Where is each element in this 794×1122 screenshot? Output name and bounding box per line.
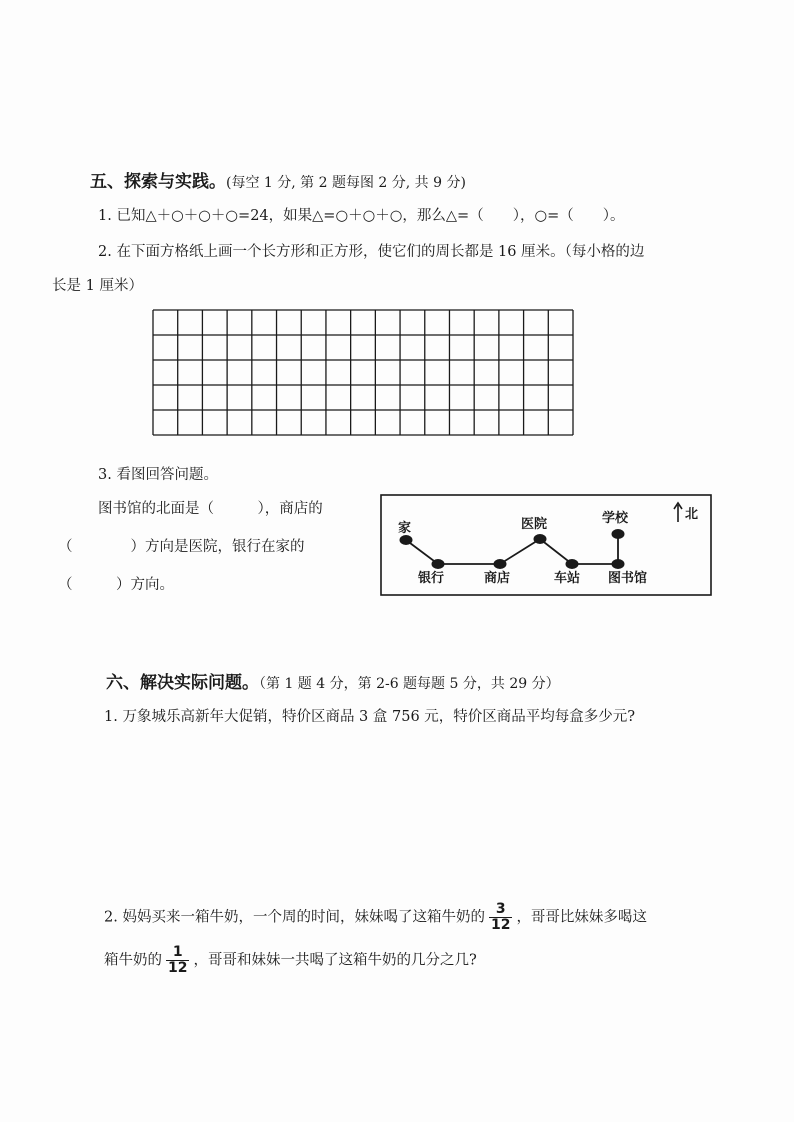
s6-question-1: 1. 万象城乐高新年大促销，特价区商品 3 盒 756 元，特价区商品平均每盒多少元? — [104, 709, 636, 725]
fraction-denominator: 12 — [168, 960, 188, 976]
map-dot-home — [400, 535, 413, 545]
s5-question-2-line2: 长是 1 厘米） — [52, 278, 143, 294]
s6-question-2-line2 — [104, 945, 477, 976]
fraction-3-12 — [489, 902, 512, 933]
s5-question-3-title: 3. 看图回答问题。 — [98, 467, 218, 483]
fraction-denominator: 12 — [490, 917, 511, 933]
s5-question-3-line2: （ ）方向是医院，银行在家的 — [58, 539, 305, 555]
s5-question-2-line1: 2. 在下面方格纸上画一个长方形和正方形，使它们的周长都是 16 厘米。（每小格的边 — [98, 244, 645, 260]
map-label-library: 图书馆 — [608, 571, 648, 586]
s6-q2-text-b: ，哥哥比妹妹多喝这 — [516, 909, 647, 926]
fraction-numerator: 1 — [166, 945, 189, 961]
section6-heading — [106, 668, 560, 693]
map-dot-hospital — [534, 534, 547, 544]
square-grid-paper — [152, 309, 574, 436]
map-dot-bank — [432, 559, 445, 569]
map-dot-school — [612, 529, 625, 539]
map-dot-shop — [494, 559, 507, 569]
map-label-bank: 银行 — [418, 571, 445, 586]
section5-title: 五、探索与实践。 — [90, 172, 226, 192]
route-map — [380, 494, 712, 596]
section6-title: 六、解决实际问题。 — [106, 673, 259, 693]
map-north-label: 北 — [685, 507, 699, 522]
s5-question-3-line1: 图书馆的北面是（ ），商店的 — [98, 501, 323, 517]
north-arrow-icon — [674, 503, 682, 522]
s6-q2-text-c: 箱牛奶的 — [104, 952, 162, 969]
s6-q2-text-a: 2. 妈妈买来一箱牛奶，一个周的时间，妹妹喝了这箱牛奶的 — [104, 909, 485, 926]
section5-heading — [90, 167, 466, 192]
s6-question-2-line1 — [104, 902, 647, 933]
section6-note: （第 1 题 4 分，第 2-6 题每题 5 分，共 29 分） — [259, 676, 560, 692]
map-label-home: 家 — [398, 521, 412, 536]
map-dot-library — [612, 559, 625, 569]
section5-note: (每空 1 分, 第 2 题每图 2 分, 共 9 分) — [226, 175, 466, 191]
map-label-station: 车站 — [554, 571, 581, 586]
s5-question-3-line3: （ ）方向。 — [58, 577, 174, 593]
s5-question-1: 1. 已知△＋○＋○＋○=24，如果△=○＋○＋○，那么△=（ ），○=（ ）。 — [98, 208, 625, 224]
fraction-1-12 — [166, 945, 189, 976]
map-label-hospital: 医院 — [521, 517, 548, 532]
map-dot-station — [566, 559, 579, 569]
map-label-shop: 商店 — [484, 571, 511, 586]
s6-q2-text-d: ，哥哥和妹妹一共喝了这箱牛奶的几分之几? — [193, 952, 477, 969]
map-label-school: 学校 — [602, 511, 629, 526]
fraction-numerator: 3 — [489, 902, 512, 918]
